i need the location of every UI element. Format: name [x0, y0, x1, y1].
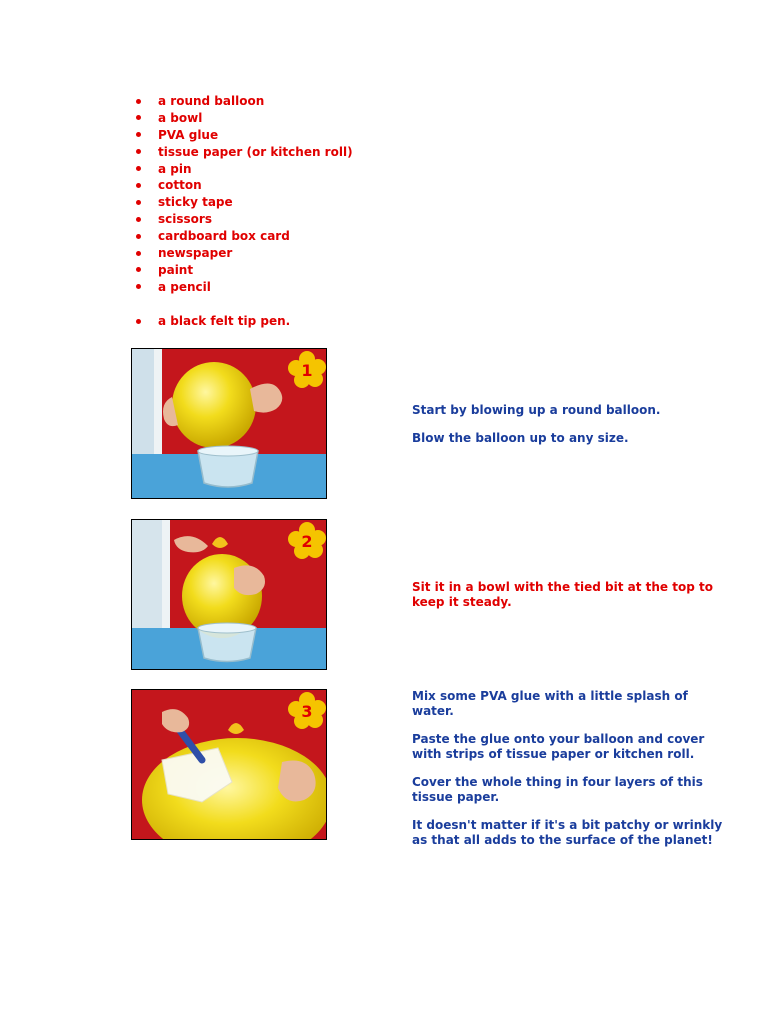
step-line: It doesn't matter if it's a bit patchy or wrinkly [412, 818, 723, 832]
list-item-label: tissue paper (or kitchen roll) [158, 144, 353, 159]
bullet-icon [136, 284, 141, 289]
step-line: Cover the whole thing in four layers of this [412, 775, 703, 789]
list-item-label: cardboard box card [158, 229, 290, 244]
bullet-icon [136, 234, 141, 239]
list-item [132, 110, 353, 127]
bullet-icon [136, 115, 141, 120]
window-frame [132, 520, 162, 630]
step-paragraph [412, 403, 752, 418]
bullet-icon [136, 200, 141, 205]
step-3-text [412, 689, 752, 861]
step-line: as that all adds to the surface of the planet! [412, 833, 713, 847]
list-item [132, 228, 353, 245]
bullet-icon [136, 166, 141, 171]
list-item-label: a round balloon [158, 94, 265, 108]
step-1-photo [131, 348, 327, 499]
list-item [132, 161, 353, 178]
step-line: Blow the balloon up to any size. [412, 431, 629, 445]
step-line: Paste the glue onto your balloon and cover [412, 732, 705, 746]
materials-list [132, 93, 353, 296]
bullet-icon [136, 267, 141, 272]
list-item-label: a pencil [158, 279, 211, 294]
bullet-icon [136, 149, 141, 154]
step-number: 3 [301, 702, 313, 721]
step-paragraph [412, 818, 752, 848]
list-item-label: a bowl [158, 110, 203, 125]
step-line: keep it steady. [412, 595, 512, 609]
list-item-label: sticky tape [158, 195, 233, 210]
list-item [132, 127, 353, 144]
step-1-text [412, 403, 752, 459]
bullet-icon [136, 183, 141, 188]
extra-list-item-label: a black felt tip pen. [158, 314, 291, 328]
step-line: with strips of tissue paper or kitchen roll. [412, 747, 695, 761]
list-item [132, 245, 353, 262]
list-item [132, 93, 353, 110]
bullet-icon [136, 217, 141, 222]
step-paragraph [412, 431, 752, 446]
step-1-illustration [132, 349, 326, 498]
bullet-icon [136, 132, 141, 137]
step-2-illustration [132, 520, 326, 669]
list-item [132, 177, 353, 194]
window-frame [132, 349, 154, 454]
extra-list-item [132, 313, 290, 330]
step-paragraph [412, 732, 752, 762]
list-item [132, 194, 353, 211]
step-number: 2 [301, 532, 313, 551]
step-2-text [412, 580, 752, 623]
step-line: tissue paper. [412, 790, 500, 804]
balloon [172, 362, 256, 448]
list-item-label: newspaper [158, 246, 233, 261]
list-item-label: paint [158, 262, 194, 277]
list-item [132, 211, 353, 228]
bullet-icon [136, 99, 141, 104]
step-line: water. [412, 704, 454, 718]
bullet-icon [136, 251, 141, 256]
bullet-icon [136, 319, 141, 324]
step-line: Sit it in a bowl with the tied bit at the top to [412, 580, 713, 594]
step-line: Mix some PVA glue with a little splash of [412, 689, 688, 703]
list-item [132, 279, 353, 296]
step-2-photo [131, 519, 327, 670]
step-paragraph [412, 689, 752, 719]
list-item [132, 262, 353, 279]
step-number: 1 [301, 361, 313, 380]
list-item-label: cotton [158, 178, 202, 193]
step-3-illustration [132, 690, 326, 839]
step-paragraph [412, 580, 752, 610]
list-item-label: PVA glue [158, 127, 219, 142]
list-item-label: scissors [158, 212, 212, 227]
step-line: Start by blowing up a round balloon. [412, 403, 661, 417]
list-item [132, 144, 353, 161]
bowl-rim [198, 446, 258, 456]
step-3-photo [131, 689, 327, 840]
bowl-rim [198, 623, 256, 633]
list-item-label: a pin [158, 161, 192, 176]
step-paragraph [412, 775, 752, 805]
